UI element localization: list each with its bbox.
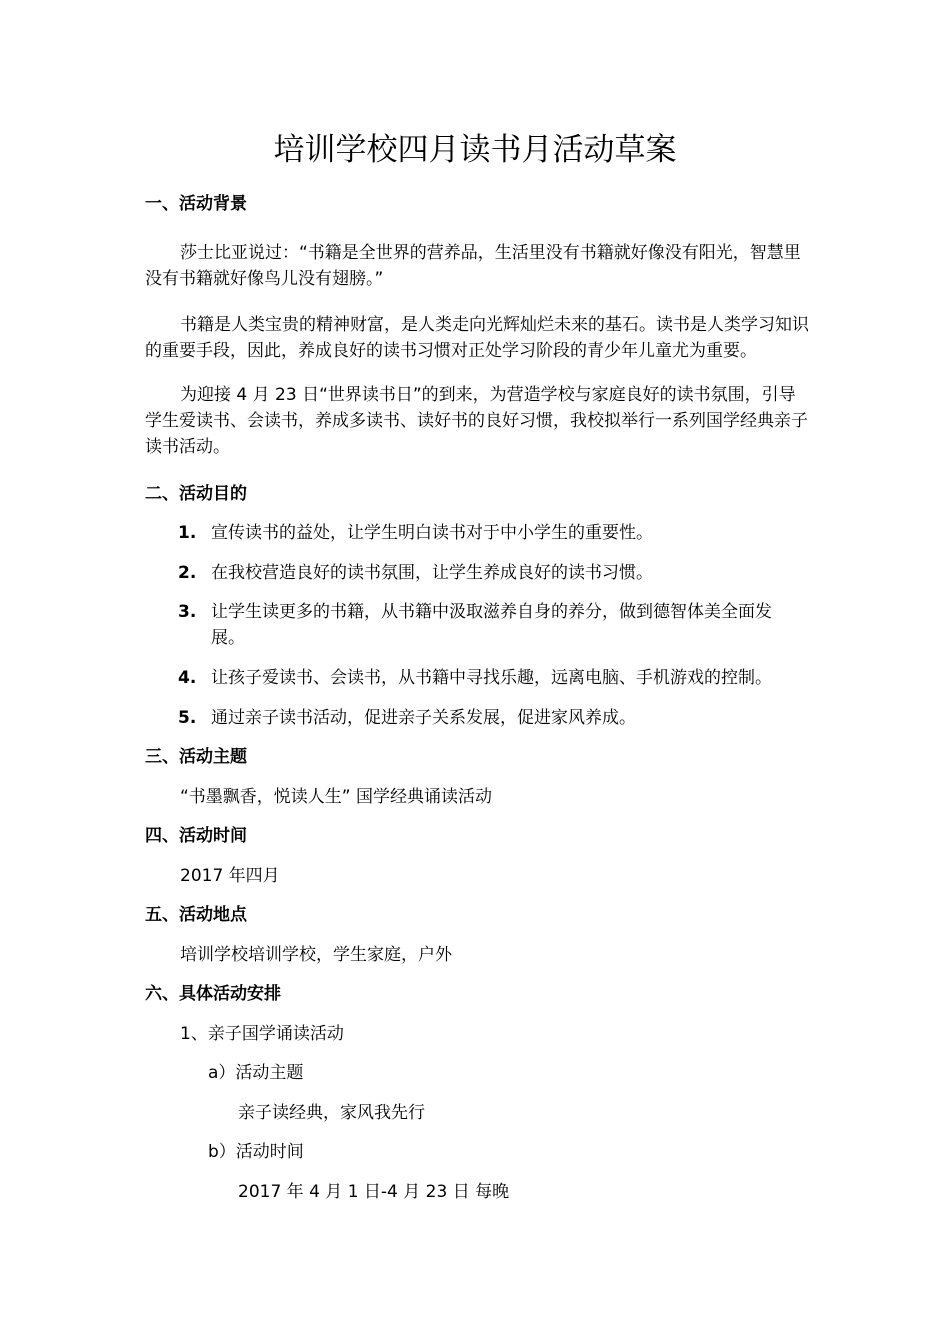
purpose-list-item	[178, 560, 798, 586]
sub-item-a-label: a）活动主题	[208, 1063, 304, 1083]
arrangement-subheading: 1、亲子国学诵读活动	[180, 1024, 344, 1044]
list-text: 通过亲子读书活动，促进亲子关系发展，促进家风养成。	[211, 708, 636, 728]
theme-text: “书墨飘香，悦读人生” 国学经典诵读活动	[180, 787, 493, 807]
purpose-list-item	[178, 665, 798, 691]
sub-item-b-text: 2017 年 4 月 1 日-4 月 23 日 每晚	[238, 1182, 510, 1202]
purpose-list-item	[178, 599, 798, 651]
paragraph-books-wealth: 书籍是人类宝贵的精神财富，是人类走向光辉灿烂未来的基石。读书是人类学习知识的重要手段，因此，养成良好的读书习惯对正处学习阶段的青少年儿童尤为重要。	[145, 315, 809, 361]
section-heading-background: 一、活动背景	[145, 194, 247, 214]
sub-item-a-text: 亲子读经典，家风我先行	[238, 1103, 425, 1123]
list-text: 让孩子爱读书、会读书，从书籍中寻找乐趣，远离电脑、手机游戏的控制。	[211, 668, 772, 688]
list-number: 1.	[178, 523, 197, 543]
list-number: 2.	[178, 563, 197, 583]
paragraph-reading-day: 为迎接 4 月 23 日“世界读书日”的到来，为营造学校与家庭良好的读书氛围，引导学生爱读书、会读书，养成多读书、读好书的良好习惯，我校拟举行一系列国学经典亲子读书活动。	[145, 385, 808, 457]
section-heading-arrangement: 六、具体活动安排	[145, 984, 281, 1004]
section-heading-time: 四、活动时间	[145, 826, 247, 846]
list-number: 5.	[178, 708, 197, 728]
paragraph-quote: 莎士比亚说过：“书籍是全世界的营养品，生活里没有书籍就好像没有阳光，智慧里没有书籍就好像鸟儿没有翅膀。”	[145, 243, 801, 289]
document-title: 培训学校四月读书月活动草案	[273, 132, 677, 168]
list-text: 让学生读更多的书籍，从书籍中汲取滋养自身的养分，做到德智体美全面发展。	[211, 602, 772, 648]
list-number: 4.	[178, 668, 197, 688]
purpose-list-item	[178, 520, 798, 546]
list-number: 3.	[178, 602, 197, 622]
section-heading-theme: 三、活动主题	[145, 747, 247, 767]
purpose-list-item	[178, 705, 798, 731]
list-text: 宣传读书的益处，让学生明白读书对于中小学生的重要性。	[211, 523, 653, 543]
section-heading-location: 五、活动地点	[145, 905, 247, 925]
section-heading-purpose: 二、活动目的	[145, 484, 247, 504]
list-text: 在我校营造良好的读书氛围，让学生养成良好的读书习惯。	[211, 563, 653, 583]
location-text: 培训学校培训学校，学生家庭，户外	[180, 945, 452, 965]
sub-item-b-label: b）活动时间	[208, 1142, 304, 1162]
time-text: 2017 年四月	[180, 866, 280, 886]
